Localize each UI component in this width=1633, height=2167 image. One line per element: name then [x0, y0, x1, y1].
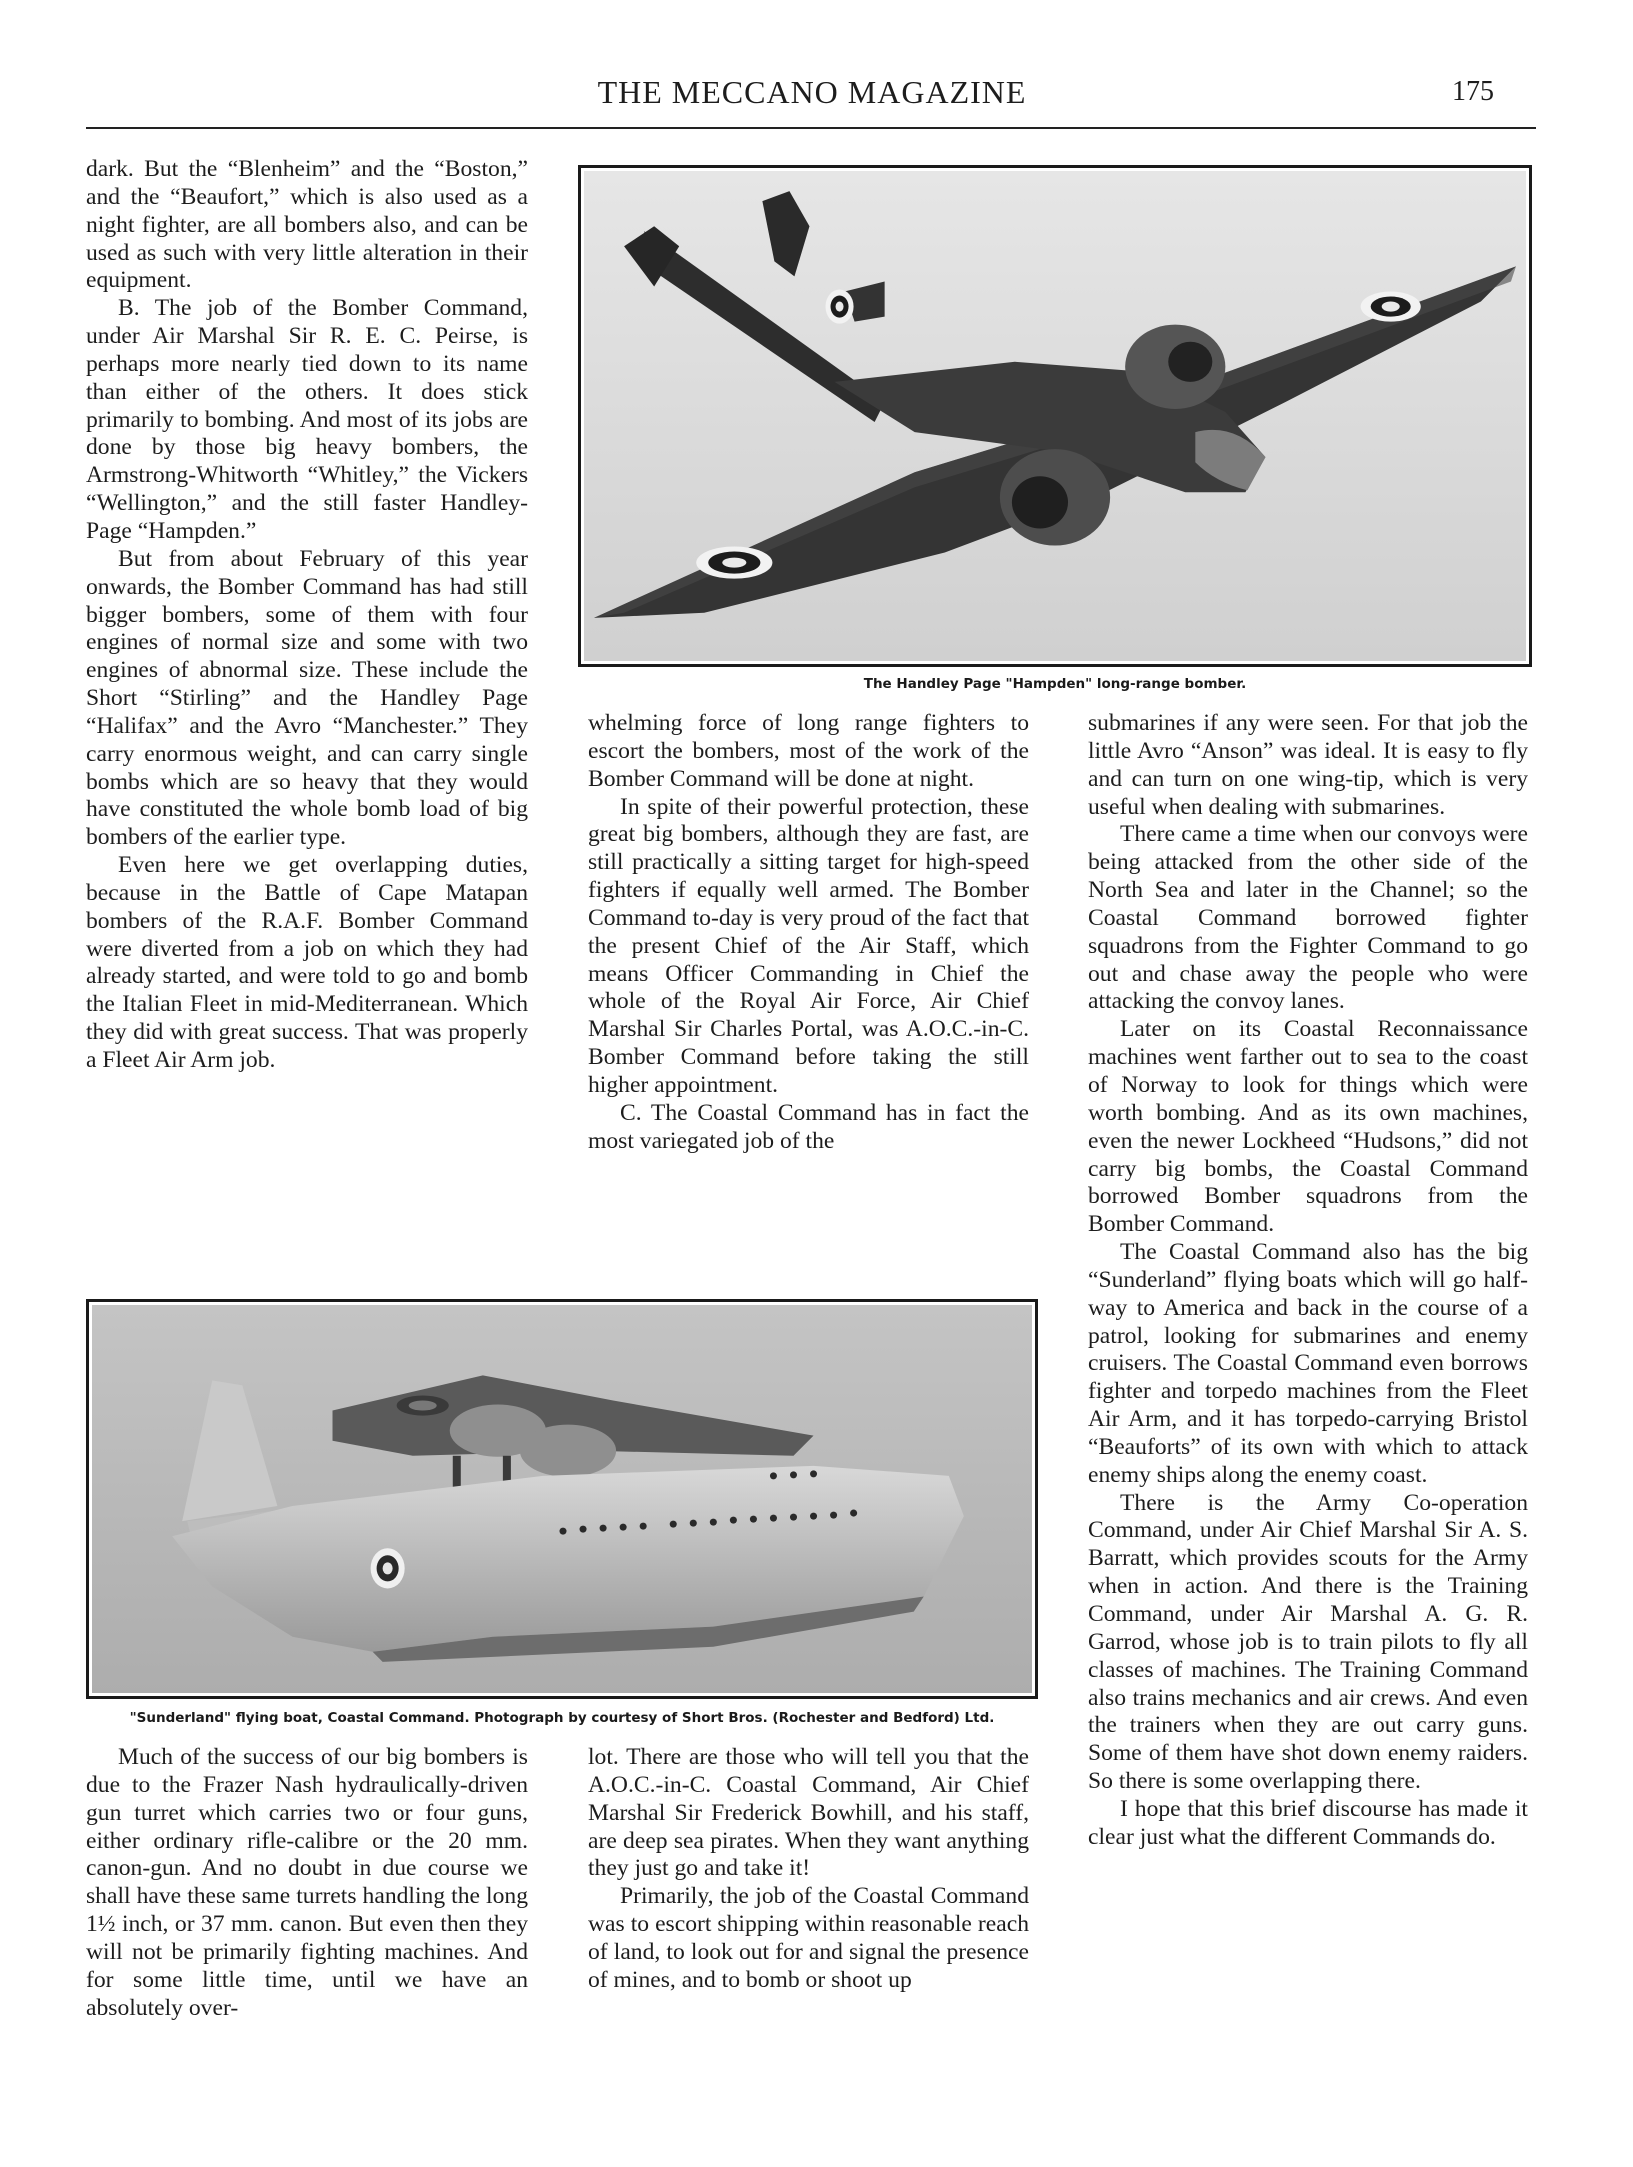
paragraph: C. The Coastal Command has in fact the most variegated job of the	[588, 1099, 1029, 1154]
roundel-icon	[696, 547, 772, 579]
hampden-bomber-image	[584, 171, 1526, 661]
paragraph: There is the Army Co-operation Command, under Air Chief Marshal Sir A. S. Barratt, which provides scouts for the Army when in action. And there is the Training Command, under Air Marshal A. G. R. Garrod, whose job is to train pilots to fly all classes of machines. The Training Command also trains mechanics and air crews. And even the trainers when they are out carry guns. Some of them have shot down enemy raiders. So there is some overlapping there.	[1088, 1489, 1528, 1795]
hampden-caption: The Handley Page "Hampden" long-range bomber.	[863, 676, 1247, 692]
sunderland-flying-boat-image	[92, 1305, 1032, 1693]
paragraph: Later on its Coastal Reconnaissance machines went farther out to sea to the coast of Norway to look for things which were worth bombing. And as its own machines, even the newer Lockheed “Hudsons,” did not carry big bombs, the Coastal Command borrowed Bomber squadrons from the Bomber Command.	[1088, 1016, 1528, 1238]
sunderland-caption: "Sunderland" flying boat, Coastal Command. Photograph by courtesy of Short Bros. (Rochester and Bedford) Ltd.	[129, 1710, 995, 1726]
paragraph: But from about February of this year onwards, the Bomber Command has had still bigger bombers, some of them with four engines of normal size and some with two engines of abnormal size. These include the Short “Stirling” and the Handley Page “Halifax” and the Avro “Manchester.” They carry enormous weight, and can carry single bombs which are so heavy that they would have constituted the whole bomb load of big bombers of the earlier type.	[86, 545, 528, 851]
column-middle-bottom	[588, 1744, 1029, 1995]
paragraph: submarines if any were seen. For that job the little Avro “Anson” was ideal. It is easy to fly and can turn on one wing-tip, which is very useful when dealing with submarines.	[1088, 710, 1528, 820]
header-rule	[86, 127, 1536, 129]
roundel-icon	[397, 1395, 449, 1415]
paragraph: Even here we get overlapping duties, because in the Battle of Cape Matapan bombers of the R.A.F. Bomber Command were diverted from a job on which they had already started, and were told to go and bomb the Italian Fleet in mid-Mediterranean. Which they did with great success. That was properly a Fleet Air Arm job.	[86, 852, 528, 1073]
sunderland-photo	[86, 1299, 1038, 1699]
magazine-title: THE MECCANO MAGAZINE	[597, 74, 1027, 110]
roundel-icon	[826, 289, 854, 323]
roundel-icon	[371, 1548, 405, 1588]
paragraph: whelming force of long range fighters to escort the bombers, most of the work of the Bomber Command will be done at night.	[588, 710, 1029, 792]
paragraph: Much of the success of our big bombers is due to the Frazer Nash hydraulically-driven gun turret which carries two or four guns, either ordinary rifle-calibre or the 20 mm. canon-gun. And no doubt in due course we shall have these same turrets handling the long 1½ inch, or 37 mm. canon. But even then they will not be primarily fighting machines. And for some little time, until we have an absolutely over-	[86, 1744, 528, 2021]
paragraph: dark. But the “Blenheim” and the “Boston,” and the “Beaufort,” which is also used as a night fighter, are all bombers also, and can be used as such with very little alteration in their equipment.	[86, 156, 528, 294]
column-right	[1088, 710, 1528, 1852]
paragraph: B. The job of the Bomber Command, under Air Marshal Sir R. E. C. Peirse, is perhaps more nearly tied down to its name than either of the others. It does stick primarily to bombing. And most of its jobs are done by those big heavy bombers, the Armstrong-Whitworth “Whitley,” the Vickers “Wellington,” and the still faster Handley-Page “Hampden.”	[86, 295, 528, 544]
paragraph: I hope that this brief discourse has made it clear just what the different Commands do.	[1088, 1795, 1528, 1850]
paragraph: There came a time when our convoys were being attacked from the other side of the North Sea and later in the Channel; so the Coastal Command borrowed fighter squadrons from the Fighter Command to go out and chase away the people who were attacking the convoy lanes.	[1088, 821, 1528, 1015]
page-header	[86, 70, 1538, 120]
paragraph: lot. There are those who will tell you that the A.O.C.-in-C. Coastal Command, Air Chief Marshal Sir Frederick Bowhill, and his staff, are deep sea pirates. When they want anything they just go and take it!	[588, 1744, 1029, 1882]
hampden-photo	[578, 165, 1532, 667]
paragraph: The Coastal Command also has the big “Sunderland” flying boats which will go half-way to America and back in the course of a patrol, looking for submarines and enemy cruisers. The Coastal Command even borrows fighter and torpedo machines from the Fleet Air Arm, and it has torpedo-carrying Bristol “Beauforts” of its own with which to attack enemy ships along the enemy coast.	[1088, 1239, 1528, 1488]
paragraph: Primarily, the job of the Coastal Command was to escort shipping within reasonable reach of land, to look out for and signal the presence of mines, and to bomb or shoot up	[588, 1883, 1029, 1993]
page-number: 175	[1452, 76, 1494, 107]
column-left-top	[86, 156, 528, 1075]
column-left-bottom	[86, 1744, 528, 2022]
roundel-icon	[1361, 291, 1421, 321]
paragraph: In spite of their powerful protection, these great big bombers, although they are fast, are still practically a sitting target for high-speed fighters if equally well armed. The Bomber Command to-day is very proud of the fact that the present Chief of the Air Staff, which means Officer Commanding in Chief the whole of the Royal Air Force, Air Chief Marshal Sir Charles Portal, was A.O.C.-in-C. Bomber Command before taking the still higher appointment.	[588, 793, 1029, 1098]
column-middle-top	[588, 710, 1029, 1156]
